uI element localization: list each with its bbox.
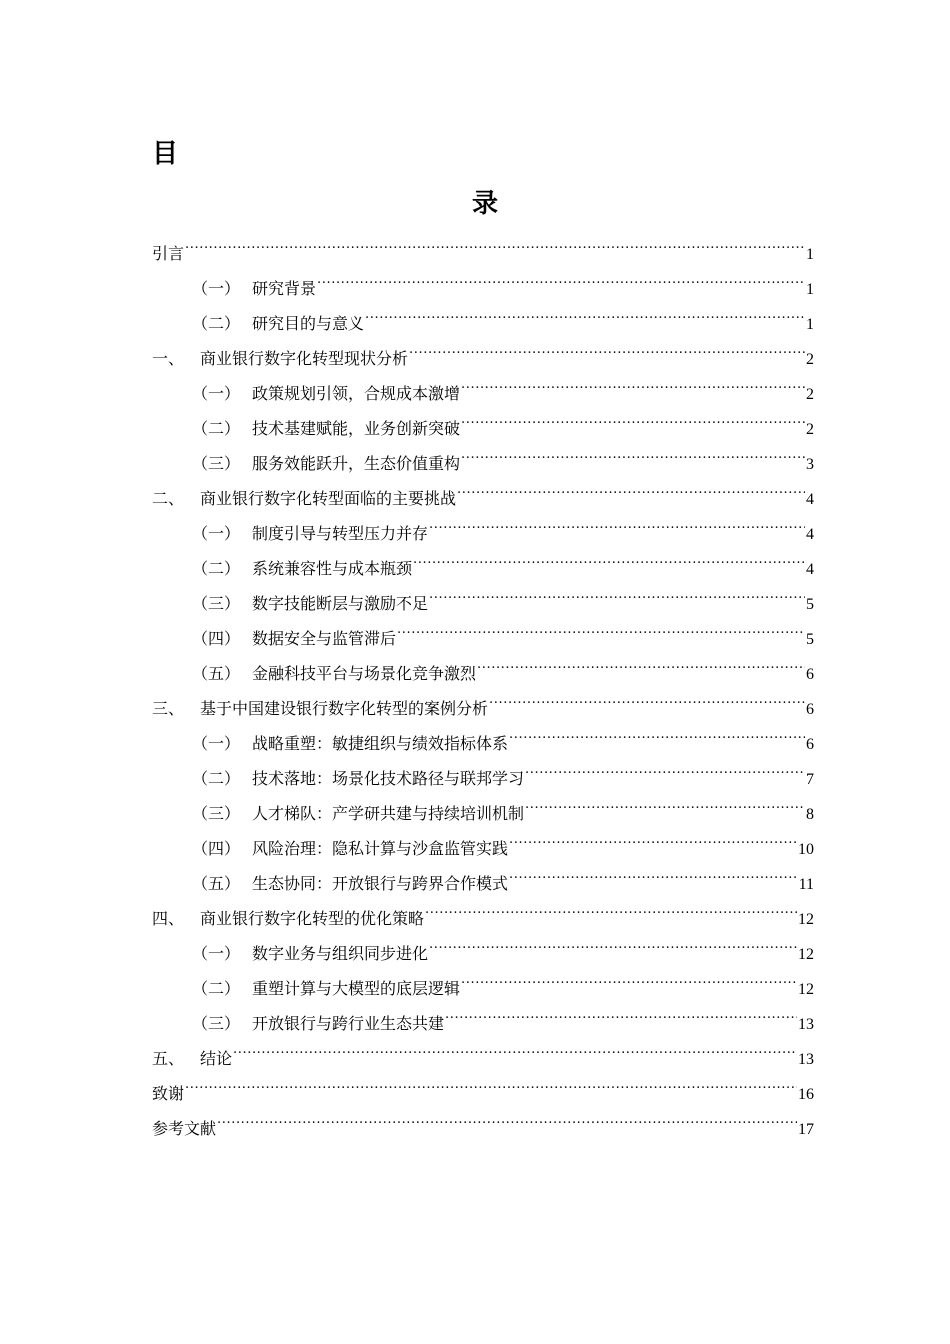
toc-page-number: 8 <box>806 806 814 823</box>
toc-entry-number: （三） <box>192 594 241 613</box>
toc-dot-leader <box>489 679 805 714</box>
toc-entry-title: 政策规划引领，合规成本激增 <box>252 384 461 403</box>
toc-entry-number: （一） <box>192 944 241 963</box>
toc-entry-title: 研究背景 <box>252 279 317 298</box>
toc-page-number: 11 <box>798 876 814 893</box>
toc-dot-leader <box>429 924 797 959</box>
toc-entry-number: （一） <box>192 279 241 298</box>
toc-page-number: 7 <box>806 771 814 788</box>
toc-dot-leader <box>525 749 805 784</box>
toc-dot-leader <box>509 854 798 889</box>
toc-entry-number: （二） <box>192 559 241 578</box>
toc-entry-number: （三） <box>192 1014 241 1033</box>
toc-dot-leader <box>409 329 805 364</box>
toc-entry-number: 二、 <box>152 489 185 508</box>
toc-page-number: 13 <box>798 1051 814 1068</box>
toc-dot-leader <box>429 574 805 609</box>
toc-entry-number: （一） <box>192 524 241 543</box>
toc-entry-title: 重塑计算与大模型的底层逻辑 <box>252 979 461 998</box>
toc-entry-title: 基于中国建设银行数字化转型的案例分析 <box>200 699 489 718</box>
toc-entry-number: 四、 <box>152 909 185 928</box>
toc-dot-leader <box>461 399 805 434</box>
toc-dot-leader <box>457 469 805 504</box>
toc-entry-chapter[interactable] <box>152 1064 814 1103</box>
toc-page-number: 2 <box>806 351 814 368</box>
toc-entry-number: （一） <box>192 384 241 403</box>
toc-page-number: 13 <box>798 1016 814 1033</box>
toc-title-second-char: 录 <box>471 189 498 219</box>
toc-dot-leader <box>317 259 805 294</box>
toc-entry-title: 数据安全与监管滞后 <box>252 629 397 648</box>
toc-page-number: 12 <box>798 981 814 998</box>
toc-entry-number: （二） <box>192 769 241 788</box>
toc-entry-number: 五、 <box>152 1049 185 1068</box>
toc-entry-title: 致谢 <box>152 1084 185 1103</box>
toc-dot-leader <box>413 539 805 574</box>
toc-entry-title: 开放银行与跨行业生态共建 <box>252 1014 445 1033</box>
toc-dot-leader <box>233 1029 797 1064</box>
toc-entry-title: 数字业务与组织同步进化 <box>252 944 429 963</box>
toc-page-number: 2 <box>806 386 814 403</box>
toc-entry-title: 数字技能断层与激励不足 <box>252 594 429 613</box>
toc-entry-number: （二） <box>192 979 241 998</box>
toc-dot-leader <box>185 224 805 259</box>
toc-entry-number: （四） <box>192 839 241 858</box>
toc-page-number: 5 <box>806 596 814 613</box>
toc-page-number: 12 <box>798 946 814 963</box>
toc-entry-title: 结论 <box>200 1049 233 1068</box>
toc-entry-number: （二） <box>192 419 241 438</box>
toc-page-number: 5 <box>806 631 814 648</box>
toc-dot-leader <box>525 784 805 819</box>
toc-entry-number: 三、 <box>152 699 185 718</box>
toc-dot-leader <box>477 644 805 679</box>
toc-entry-title: 制度引导与转型压力并存 <box>252 524 429 543</box>
toc-dot-leader <box>429 504 805 539</box>
toc-entry-number: （三） <box>192 454 241 473</box>
toc-page-number: 17 <box>798 1121 814 1138</box>
toc-entry-section[interactable] <box>152 259 814 298</box>
toc-entry-title: 风险治理：隐私计算与沙盒监管实践 <box>252 839 509 858</box>
toc-entry-title: 服务效能跃升，生态价值重构 <box>252 454 461 473</box>
toc-entry-title: 商业银行数字化转型现状分析 <box>200 349 409 368</box>
toc-dot-leader <box>509 819 797 854</box>
toc-dot-leader <box>425 889 797 924</box>
toc-dot-leader <box>217 1099 797 1134</box>
toc-dot-leader <box>185 1064 797 1099</box>
toc-entry-number: （五） <box>192 664 241 683</box>
toc-title-first-char: 目 <box>152 139 179 169</box>
toc-page-number: 6 <box>806 666 814 683</box>
toc-dot-leader <box>461 364 805 399</box>
toc-page-number: 3 <box>806 456 814 473</box>
toc-entry-chapter[interactable] <box>152 1029 814 1068</box>
toc-entry-title: 参考文献 <box>152 1119 217 1138</box>
toc-dot-leader <box>461 434 805 469</box>
toc-entry-title: 商业银行数字化转型面临的主要挑战 <box>200 489 457 508</box>
toc-page-number: 10 <box>798 841 814 858</box>
toc-page-number: 16 <box>798 1086 814 1103</box>
toc-page-number: 6 <box>806 736 814 753</box>
toc-entry-number: （四） <box>192 629 241 648</box>
toc-entry-title: 商业银行数字化转型的优化策略 <box>200 909 425 928</box>
toc-entry-title: 技术基建赋能，业务创新突破 <box>252 419 461 438</box>
toc-dot-leader <box>509 714 805 749</box>
toc-entry-title: 金融科技平台与场景化竞争激烈 <box>252 664 477 683</box>
toc-entry-number: （五） <box>192 874 241 893</box>
table-of-contents <box>152 224 814 1138</box>
toc-entry-number: （一） <box>192 734 241 753</box>
toc-page-number: 1 <box>806 281 814 298</box>
toc-entry-chapter[interactable] <box>152 1099 814 1138</box>
toc-page-number: 2 <box>806 421 814 438</box>
toc-page-number: 1 <box>806 316 814 333</box>
toc-entry-title: 引言 <box>152 244 185 263</box>
toc-entry-title: 生态协同：开放银行与跨界合作模式 <box>252 874 509 893</box>
toc-page-number: 6 <box>806 701 814 718</box>
toc-entry-number: （三） <box>192 804 241 823</box>
toc-page-number: 1 <box>806 246 814 263</box>
toc-page-number: 12 <box>798 911 814 928</box>
toc-page-number: 4 <box>806 561 814 578</box>
toc-dot-leader <box>397 609 805 644</box>
toc-entry-chapter[interactable] <box>152 224 814 263</box>
toc-entry-number: （二） <box>192 314 241 333</box>
toc-entry-title: 研究目的与意义 <box>252 314 365 333</box>
toc-entry-title: 战略重塑：敏捷组织与绩效指标体系 <box>252 734 509 753</box>
toc-page-number: 4 <box>806 526 814 543</box>
toc-entry-title: 系统兼容性与成本瓶颈 <box>252 559 413 578</box>
toc-page-number: 4 <box>806 491 814 508</box>
toc-entry-title: 技术落地：场景化技术路径与联邦学习 <box>252 769 525 788</box>
toc-entry-title: 人才梯队：产学研共建与持续培训机制 <box>252 804 525 823</box>
toc-dot-leader <box>445 994 797 1029</box>
toc-dot-leader <box>461 959 797 994</box>
toc-dot-leader <box>365 294 805 329</box>
toc-entry-number: 一、 <box>152 349 185 368</box>
